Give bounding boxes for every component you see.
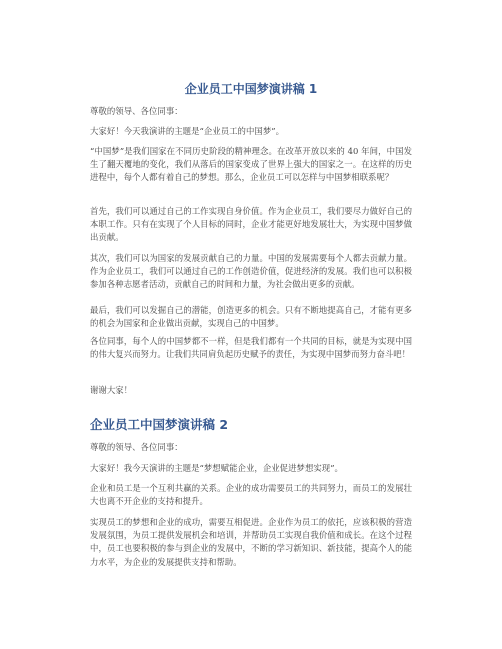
section-1-paragraph-5: 各位同事，每个人的中国梦都不一样，但是我们都有一个共同的目标，就是为实现中国的伟大复兴而努力。让我们共同肩负起历史赋予的责任，为实现中国梦而努力奋斗吧！ (90, 336, 412, 360)
section-1-paragraph-2: 首先，我们可以通过自己的工作实现自身价值。作为企业员工，我们要尽力做好自己的本职工作。只有在实现了个人目标的同时，企业才能更好地发展壮大，为实现中国梦做出贡献。 (90, 206, 412, 243)
section-2-greeting: 尊敬的领导、各位同事： (90, 442, 183, 452)
section-1-paragraph-1: “中国梦”是我们国家在不同历史阶段的精神理念。在改革开放以来的 40 年间，中国发生了翻天覆地的变化，我们从落后的国家变成了世界上强大的国家之一。在这样的历史进程中，每个人都有着自己的梦想。那么，企业员工可以怎样与中国梦相联系呢？ (90, 146, 412, 183)
section-1-paragraph-3: 其次，我们可以为国家的发展贡献自己的力量。中国的发展需要每个人都去贡献力量。作为企业员工，我们可以通过自己的工作创造价值，促进经济的发展。我们也可以积极参加各种志愿者活动，贡献自己的时间和力量，为社会做出更多的贡献。 (90, 253, 412, 290)
section-2-title: 企业员工中国梦演讲稿 2 (90, 417, 229, 432)
section-2-opening: 大家好！我今天演讲的主题是“梦想赋能企业，企业促进梦想实现”。 (90, 463, 343, 473)
section-2-paragraph-2: 实现员工的梦想和企业的成功，需要互相促进。企业作为员工的依托，应该积极的营造发展氛围，为员工提供发展机会和培训，并帮助员工实现自我价值和成长。在这个过程中，员工也要积极的参与到企业的发展中，不断的学习新知识、新技能，提高个人的能力水平，为企业的发展提供支持和帮助。 (90, 517, 412, 567)
section-1-paragraph-4: 最后，我们可以发掘自己的潜能，创造更多的机会。只有不断地提高自己，才能有更多的机会为国家和企业做出贡献，实现自己的中国梦。 (90, 305, 412, 329)
section-1-closing: 谢谢大家！ (90, 385, 133, 395)
section-1-greeting: 尊敬的领导、各位同事： (90, 106, 183, 116)
section-1-title: 企业员工中国梦演讲稿 1 (184, 82, 318, 96)
section-1-opening: 大家好！今天我演讲的主题是“企业员工的中国梦”。 (90, 126, 285, 136)
section-2-paragraph-1: 企业和员工是一个互利共赢的关系。企业的成功需要员工的共同努力，而员工的发展壮大也离不开企业的支持和提升。 (90, 483, 412, 507)
